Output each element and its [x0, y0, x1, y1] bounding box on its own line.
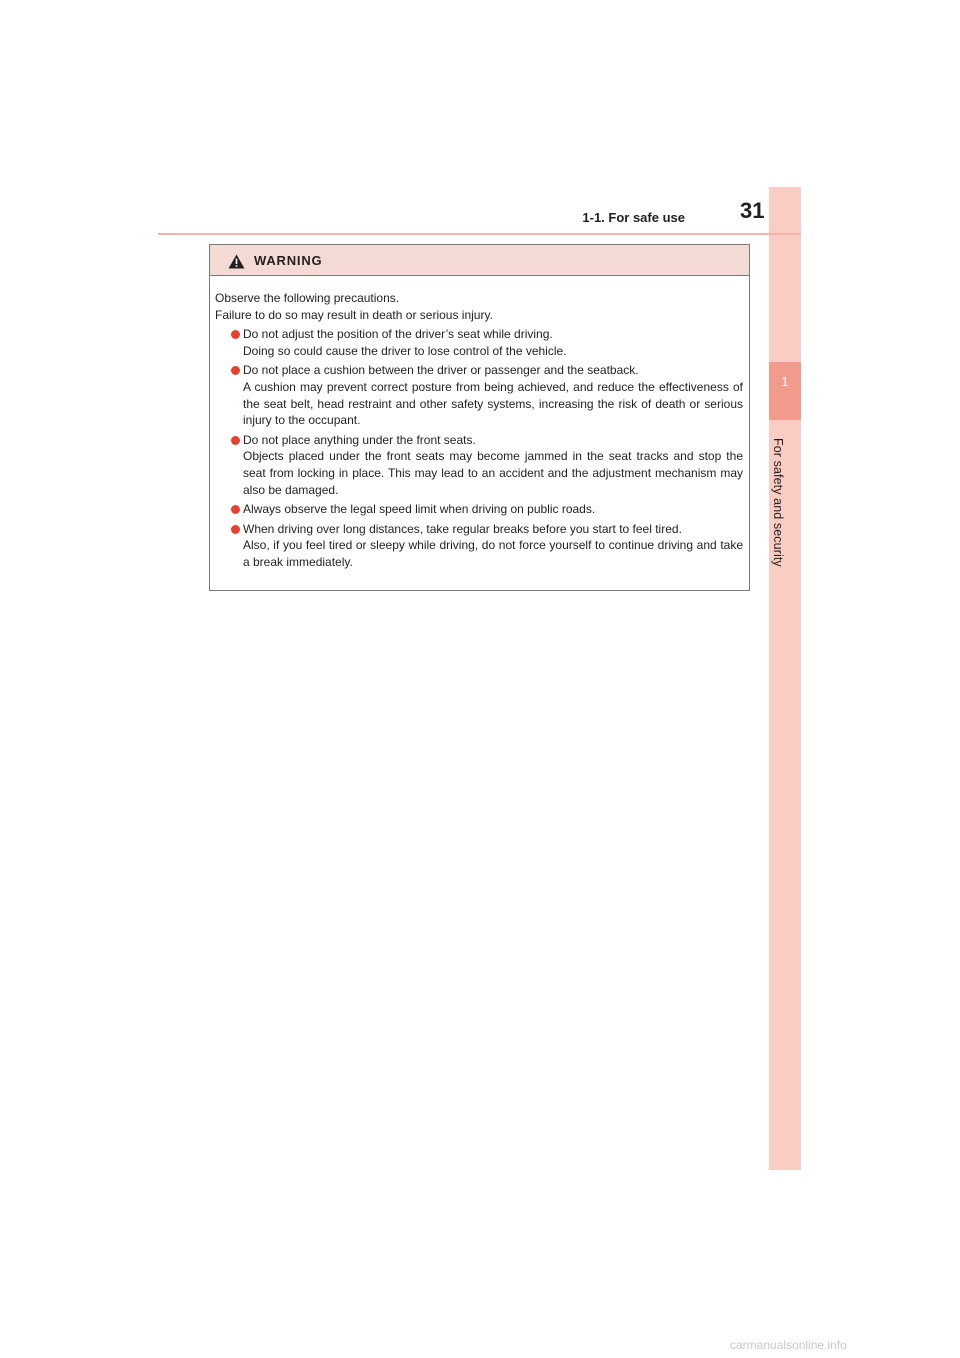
precaution-body: Doing so could cause the driver to lose control of the vehicle.: [243, 343, 567, 358]
warning-header: [210, 245, 749, 276]
header-divider: [158, 233, 801, 235]
chapter-side-tab: [769, 187, 801, 1170]
bullet-dot-icon: [231, 525, 240, 534]
precaution-heading: Always observe the legal speed limit when driving on public roads.: [243, 502, 596, 517]
precaution-body: Also, if you feel tired or sleepy while driving, do not force yourself to continue driving and take a break immediately.: [243, 538, 743, 569]
chapter-tab-highlight: [769, 362, 801, 420]
warning-label: WARNING: [254, 253, 323, 268]
precaution-item: [215, 362, 743, 428]
page-number: 31: [740, 198, 765, 223]
precaution-body: Objects placed under the front seats may become jammed in the seat tracks and stop the seat from locking in place. This may lead to an accident and the adjustment mechanism may also be damaged.: [243, 449, 743, 497]
precaution-list: [215, 326, 743, 570]
section-title: 1-1. For safe use: [582, 210, 685, 225]
precaution-heading: Do not place anything under the front seats.: [243, 432, 476, 447]
precaution-item: [215, 521, 743, 571]
chapter-title: For safety and security: [771, 438, 785, 567]
precaution-item: [215, 432, 743, 498]
warning-box: [209, 244, 750, 591]
bullet-dot-icon: [231, 330, 240, 339]
precaution-heading: Do not place a cushion between the driver or passenger and the seatback.: [243, 363, 639, 378]
precaution-heading: When driving over long distances, take regular breaks before you start to feel tired.: [243, 521, 682, 536]
warning-triangle-icon: [228, 254, 245, 269]
precaution-body: A cushion may prevent correct posture from being achieved, and reduce the effectiveness of the seat belt, head restraint and other safety systems, increasing the risk of death or serious injury to the occupant.: [243, 379, 743, 428]
bullet-dot-icon: [231, 505, 240, 514]
intro-line: Observe the following precautions.: [215, 291, 400, 305]
watermark: carmanualsonline.info: [730, 1338, 847, 1352]
bullet-dot-icon: [231, 366, 240, 375]
precaution-item: [215, 501, 743, 518]
precaution-item: [215, 326, 743, 359]
chapter-number: 1: [781, 374, 789, 389]
precaution-heading: Do not adjust the position of the driver’s seat while driving.: [243, 327, 553, 342]
intro-line: Failure to do so may result in death or serious injury.: [215, 307, 493, 322]
bullet-dot-icon: [231, 436, 240, 445]
warning-body: [210, 276, 749, 571]
